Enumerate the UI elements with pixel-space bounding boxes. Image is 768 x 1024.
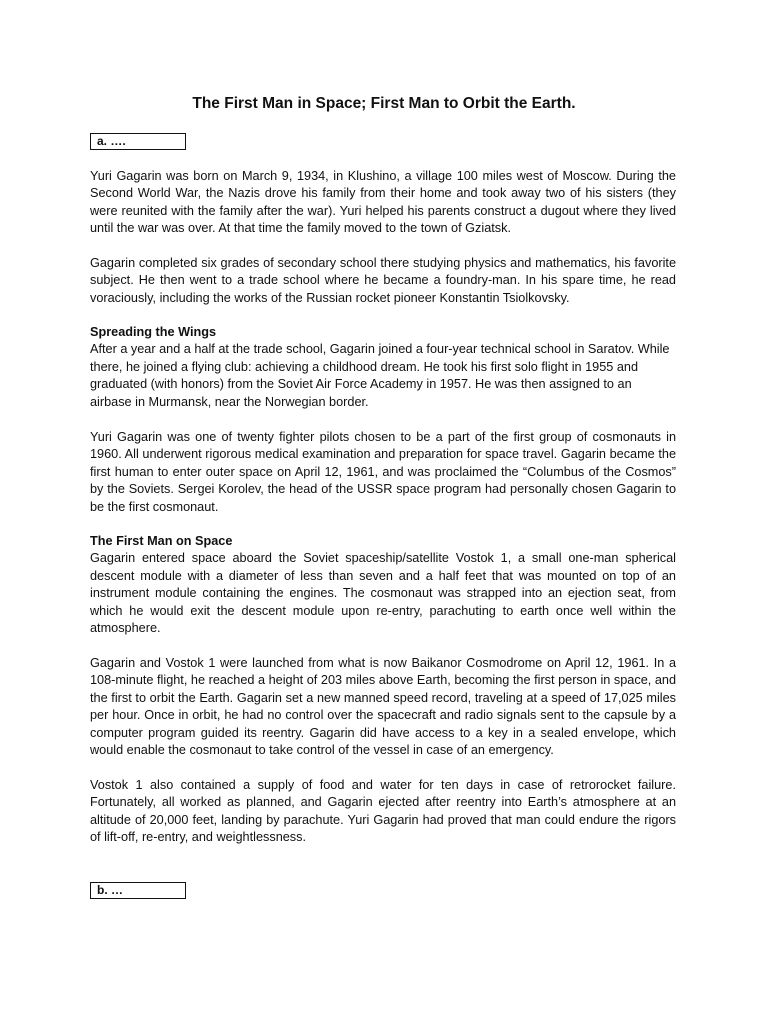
paragraph-education	[90, 255, 676, 307]
paragraph-text: Yuri Gagarin was one of twenty fighter pilots chosen to be a part of the first group of cosmonauts in 1960. All underwent rigorous medical examination and preparation for space travel. Gagarin became the first human to enter outer space on April 12, 1961, and was proclaimed the “Columbus of the Cosmos” by the Soviets. Sergei Korolev, the head of the USSR space program had personally chosen Gagarin to be the first cosmonaut.	[90, 430, 676, 514]
paragraph-launch	[90, 655, 676, 759]
paragraph-text: Vostok 1 also contained a supply of food and water for ten days in case of retrorocket failure. Fortunately, all worked as planned, and Gagarin ejected after reentry into Earth’s atmosphere at an altitude of 20,000 feet, landing by parachute. Yuri Gagarin had proved that man could endure the rigors of lift-off, re-entry, and weightlessness.	[90, 778, 676, 845]
paragraph-landing	[90, 777, 676, 847]
paragraph-text: Gagarin and Vostok 1 were launched from what is now Baikanor Cosmodrome on April 12, 1961. In a 108-minute flight, he reached a height of 203 miles above Earth, becoming the first person in space, and the first to orbit the Earth. Gagarin set a new manned speed record, traveling at a speed of 17,025 miles per hour. Once in orbit, he had no control over the spacecraft and radio signals sent to the capsule by a computer program guided its reentry. Gagarin did have access to a key in a sealed envelope, which would enable the cosmonaut to take control of the vessel in case of an emergency.	[90, 656, 676, 758]
answer-box-b: b. …	[90, 882, 186, 899]
section-heading: Spreading the Wings	[90, 325, 217, 339]
paragraph-text: Yuri Gagarin was born on March 9, 1934, in Klushino, a village 100 miles west of Moscow. During the Second World War, the Nazis drove his family from their home and took away two of his sisters (they were reunited with the family after the war). Yuri helped his parents construct a dugout where they lived until the war was over. At that time the family moved to the town of Gziatsk.	[90, 169, 676, 236]
paragraph-text: Gagarin entered space aboard the Soviet spaceship/satellite Vostok 1, a small one-man spherical descent module with a diameter of less than seven and a half feet that was mounted on top of an instrument module containing the engines. The cosmonaut was strapped into an ejection seat, from which he would exit the descent module upon re-entry, parachuting to earth once well within the atmosphere.	[90, 551, 676, 636]
paragraph-early-life	[90, 168, 676, 238]
section-spreading-the-wings	[90, 324, 676, 411]
document-title: The First Man in Space; First Man to Orbit the Earth.	[192, 95, 576, 112]
paragraph-cosmonaut-selection	[90, 429, 676, 516]
answer-box-a: a. ….	[90, 133, 186, 150]
paragraph-text: After a year and a half at the trade school, Gagarin joined a four-year technical school in Saratov. While there, he joined a flying club: achieving a childhood dream. He took his first solo flight in 1955 and graduated (with honors) from the Soviet Air Force Academy in 1957. He was then assigned to an airbase in Murmansk, near the Norwegian border.	[90, 342, 670, 409]
section-heading: The First Man on Space	[90, 534, 233, 548]
paragraph-text: Gagarin completed six grades of secondary school there studying physics and mathematics, his favorite subject. He then went to a trade school where he became a foundry-man. In his spare time, he read voraciously, including the works of the Russian rocket pioneer Konstantin Tsiolkovsky.	[90, 256, 676, 305]
section-first-man-on-space	[90, 533, 676, 637]
